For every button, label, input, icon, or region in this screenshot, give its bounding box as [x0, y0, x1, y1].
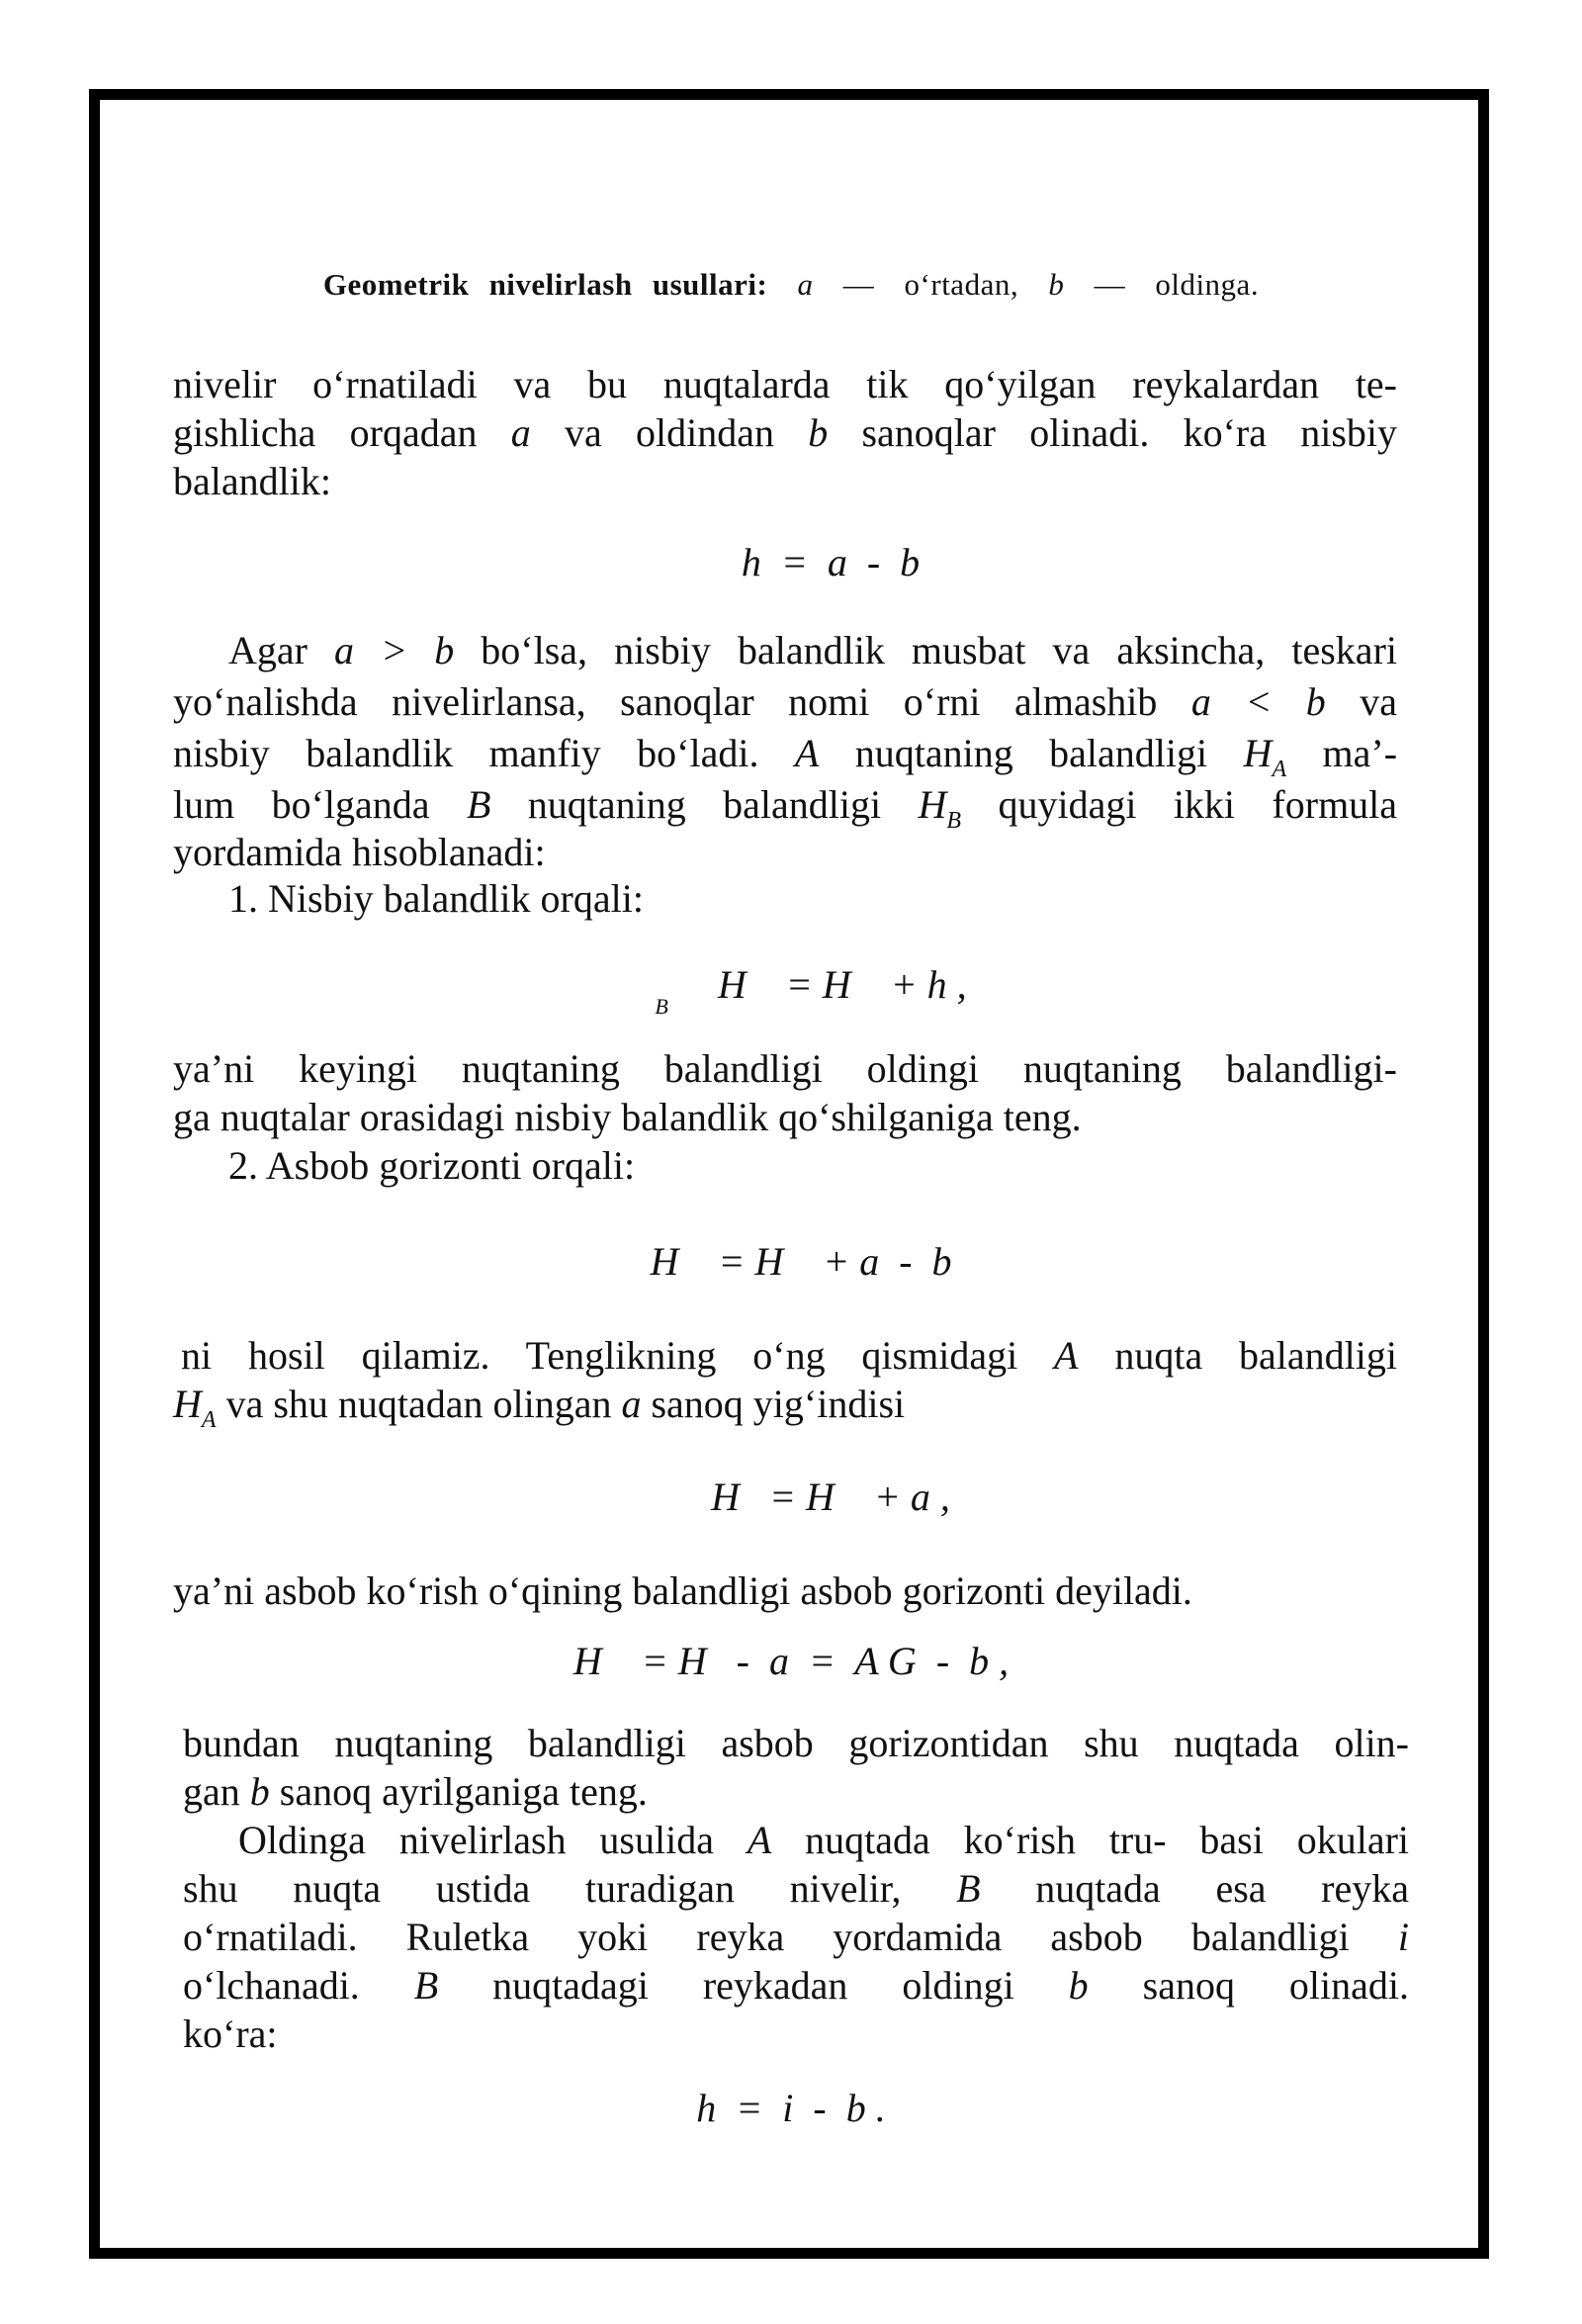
formula-horizon-sum: H = H + a ,: [711, 1475, 950, 1519]
formula-forward-leveling: h = i - b .: [696, 2086, 886, 2130]
paragraph-2: [173, 625, 1397, 924]
text-line: $H_A$ va shu nuqtadan olingan a sanoq yig‘indisi: [173, 1382, 906, 1433]
paragraph-1: [173, 360, 1397, 505]
text-line: nivelir o‘rnatiladi va bu nuqtalarda tik qo‘yilgan reykalardan te-: [173, 362, 1397, 406]
caption-a: a: [797, 267, 814, 302]
text-line: yo‘nalishda nivelirlansa, sanoqlar nomi o‘rni almashib a < b va: [173, 679, 1398, 724]
formula-relative-height: h = a - b: [741, 540, 921, 584]
paragraph-5: [173, 1566, 1397, 1615]
caption-dash: —: [1094, 267, 1126, 302]
formula-point-height: H = H - a = A G - b ,: [572, 1639, 1010, 1683]
caption-title: Geometrik nivelirlash usullari:: [322, 267, 768, 302]
paragraph-4: [173, 1331, 1397, 1433]
text-line: gishlicha orqadan a va oldindan b sanoqlar olinadi. ko‘ra nisbiy: [173, 410, 1398, 455]
list-item: 1. Nisbiy balandlik orqali:: [228, 876, 644, 921]
formula-instrument-horizon: H = H + a - b: [650, 1239, 952, 1284]
text-line: ni hosil qilamiz. Tenglikning o‘ng qismidagi A nuqta balandligi: [181, 1333, 1397, 1378]
text-line: ya’ni asbob ko‘rish o‘qining balandligi asbob gorizonti deyiladi.: [173, 1568, 1192, 1613]
text-line: lum bo‘lganda B nuqtaning balandligi $H_B$ quyidagi ikki formula: [173, 782, 1398, 834]
caption-dash: —: [842, 267, 875, 302]
text-line: o‘rnatiladi. Ruletka yoki reyka yordamida asbob balandligi i: [183, 1915, 1410, 1959]
text-line: Agar a > b bo‘lsa, nisbiy balandlik musbat va aksincha, teskari: [228, 628, 1397, 672]
list-item: 2. Asbob gorizonti orqali:: [228, 1143, 636, 1188]
text-line: o‘lchanadi. B nuqtadagi reykadan oldingi b sanoq olinadi.: [183, 1963, 1409, 2008]
figure-caption: [0, 267, 1582, 303]
text-line: nisbiy balandlik manfiy bo‘ladi. A nuqtaning balandligi $H_A$ ma’-: [173, 731, 1398, 782]
caption-b: b: [1048, 267, 1065, 302]
text-line: ya’ni keyingi nuqtaning balandligi oldingi nuqtaning balandligi-: [173, 1046, 1397, 1091]
text-line: ko‘ra:: [183, 2011, 278, 2056]
text-line: shu nuqta ustida turadigan nivelir, B nuqtada esa reyka: [183, 1866, 1410, 1911]
text-line: bundan nuqtaning balandligi asbob gorizontidan shu nuqtada olin-: [183, 1721, 1409, 1765]
text-line: gan b sanoq ayrilganiga teng.: [183, 1769, 648, 1814]
text-line: ga nuqtalar orasidagi nisbiy balandlik qo‘shilganiga teng.: [173, 1095, 1082, 1139]
paragraph-6: [183, 1719, 1409, 2058]
text-line: balandlik:: [173, 459, 331, 503]
text-line: Oldinga nivelirlash usulida A nuqtada ko‘rish tru- basi okulari: [238, 1818, 1409, 1862]
caption-end: oldinga.: [1155, 267, 1260, 302]
text-line: yordamida hisoblanadi:: [173, 830, 546, 874]
formula-height-via-relative: $_B$ H = H + h ,: [655, 962, 967, 1019]
caption-middle: o‘rtadan,: [904, 267, 1019, 302]
paragraph-3: [173, 1044, 1397, 1190]
